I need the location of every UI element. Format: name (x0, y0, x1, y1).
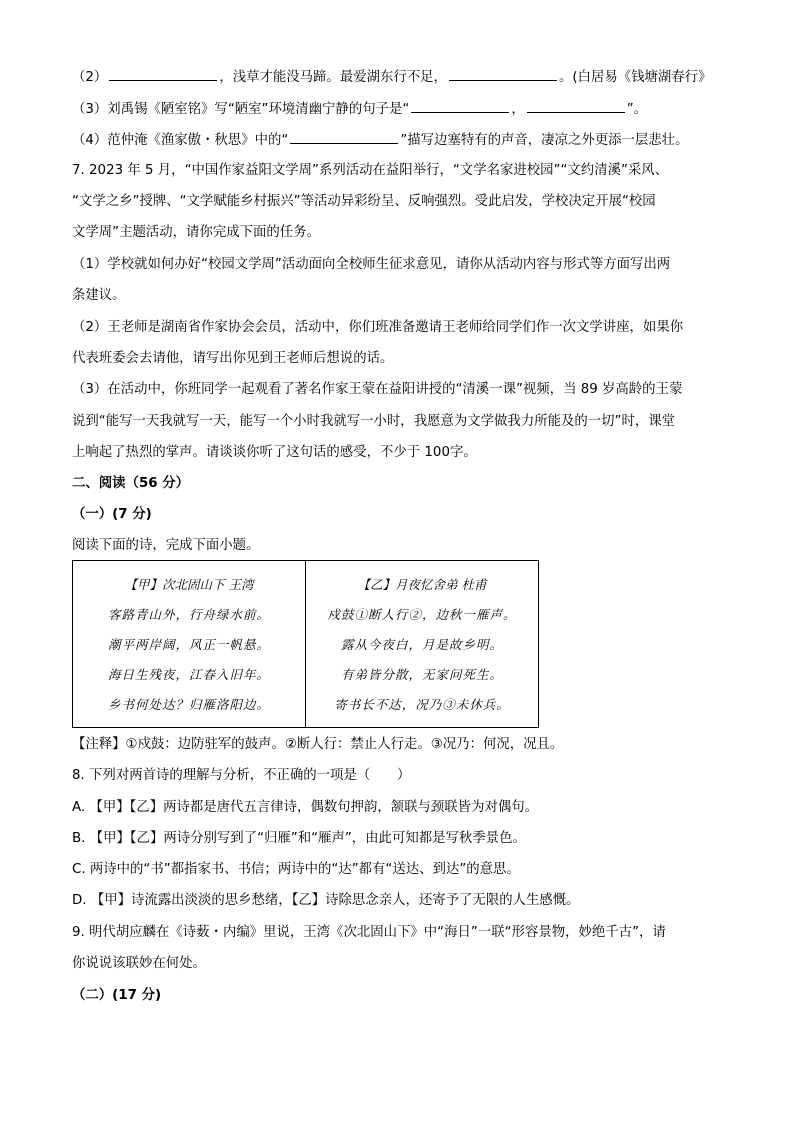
part-heading: （一）(7 分) (72, 507, 152, 522)
poem-line: 客路青山外，行舟绿水前。 (107, 607, 270, 622)
answer-blank[interactable] (109, 66, 217, 81)
poem-yi (306, 561, 538, 727)
poem-line: 戍鼓①断人行②，边秋一雁声。 (327, 607, 517, 622)
q7-subquestion-2: （2）王老师是湖南省作家协会会员，活动中，你们班准备邀请王老师给同学们作一次文学讲座，如果你 (72, 320, 684, 335)
question-text: ”描写边塞特有的声音，凄凉之外更添一层悲壮。 (400, 133, 689, 148)
q8-option-a[interactable]: A. 【甲】【乙】两诗都是唐代五言律诗，偶数句押韵，颔联与颈联皆为对偶句。 (72, 800, 539, 815)
question-text: ”。 (626, 102, 648, 117)
q9-stem: 9. 明代胡应麟在《诗薮・内编》里说，王湾《次北固山下》中“海日”一联“形容景物，妙绝千古”，请 (72, 925, 666, 940)
poem-line: 乡书何处达？归雁洛阳边。 (107, 697, 270, 712)
answer-blank[interactable] (290, 129, 398, 144)
question-6-4 (72, 129, 688, 151)
poem-title: 【甲】次北固山下 王湾 (124, 577, 254, 592)
section-heading: 二、阅读（56 分） (72, 476, 190, 491)
q9-stem: 你说说该联妙在何处。 (72, 956, 206, 971)
q7-subquestion-1: 条建议。 (72, 288, 126, 303)
poem-title: 【乙】月夜忆舍弟 杜甫 (357, 577, 487, 592)
question-text: ，浅草才能没马蹄。最爱湖东行不足， (219, 70, 447, 85)
question-text: （3）刘禹锡《陋室铭》写“陋室”环境清幽宁静的句子是“ (72, 102, 410, 117)
poem-line: 潮平两岸阔，风正一帆悬。 (107, 637, 270, 652)
poem-line: 海日生残夜，江春入旧年。 (107, 667, 270, 682)
q-number: （2） (72, 70, 108, 85)
q8-stem: 8. 下列对两首诗的理解与分析，不正确的一项是（ ） (72, 768, 411, 783)
q8-option-b[interactable]: B. 【甲】【乙】两诗分别写到了“归雁”和“雁声”，由此可知都是写秋季景色。 (72, 831, 526, 846)
q7-subquestion-3: 说到“能写一天我就写一天，能写一个小时我就写一小时，我愿意为文学做我力所能及的一切”时，课堂 (72, 414, 676, 429)
q8-option-c[interactable]: C. 两诗中的“书”都指家书、书信；两诗中的“达”都有“送达、到达”的意思。 (72, 862, 520, 877)
question-text: （4）范仲淹《渔家傲・秋思》中的“ (72, 133, 289, 148)
q7-paragraph: 7. 2023 年 5 月，“中国作家益阳文学周”系列活动在益阳举行，“文学名家进校园”“文约清溪”采风、 (72, 163, 669, 178)
answer-blank[interactable] (527, 98, 625, 113)
q7-subquestion-2: 代表班委会去请他，请写出你见到王老师后想说的话。 (72, 351, 394, 366)
question-6-3 (72, 98, 647, 120)
question-text: 。(白居易《钱塘湖春行》 (558, 70, 712, 85)
question-6-2 (72, 66, 711, 88)
poem-table (72, 560, 539, 728)
poem-jia (73, 561, 306, 727)
q8-option-d[interactable]: D. 【甲】诗流露出淡淡的思乡愁绪，【乙】诗除思念亲人，还寄予了无限的人生感慨。 (72, 893, 580, 908)
q7-subquestion-3: （3）在活动中，你班同学一起观看了著名作家王蒙在益阳讲授的“清溪一课”视频，当 89 岁高龄的王蒙 (72, 382, 683, 397)
answer-blank[interactable] (411, 98, 509, 113)
poem-line: 露从今夜白，月是故乡明。 (340, 637, 503, 652)
annotation-note: 【注释】①戍鼓：边防驻军的鼓声。②断人行：禁止人行走。③况乃：何况，况且。 (72, 737, 564, 752)
q7-subquestion-1: （1）学校就如何办好“校园文学周”活动面向全校师生征求意见，请你从活动内容与形式等方面写出两 (72, 257, 671, 272)
reading-intro: 阅读下面的诗，完成下面小题。 (72, 538, 260, 553)
q7-paragraph: “文学之乡”授牌、“文学赋能乡村振兴”等活动异彩纷呈、反响强烈。受此启发，学校决定开展“校园 (72, 194, 656, 209)
question-text: ， (511, 102, 525, 117)
part-heading: （二）(17 分) (72, 988, 162, 1003)
poem-line: 有弟皆分散，无家问死生。 (340, 667, 503, 682)
answer-blank[interactable] (449, 66, 557, 81)
q7-subquestion-3: 上响起了热烈的掌声。请谈谈你听了这句话的感受，不少于 100字。 (72, 445, 477, 460)
poem-line: 寄书长不达，况乃③未休兵。 (334, 697, 510, 712)
q7-paragraph: 文学周”主题活动，请你完成下面的任务。 (72, 225, 320, 240)
